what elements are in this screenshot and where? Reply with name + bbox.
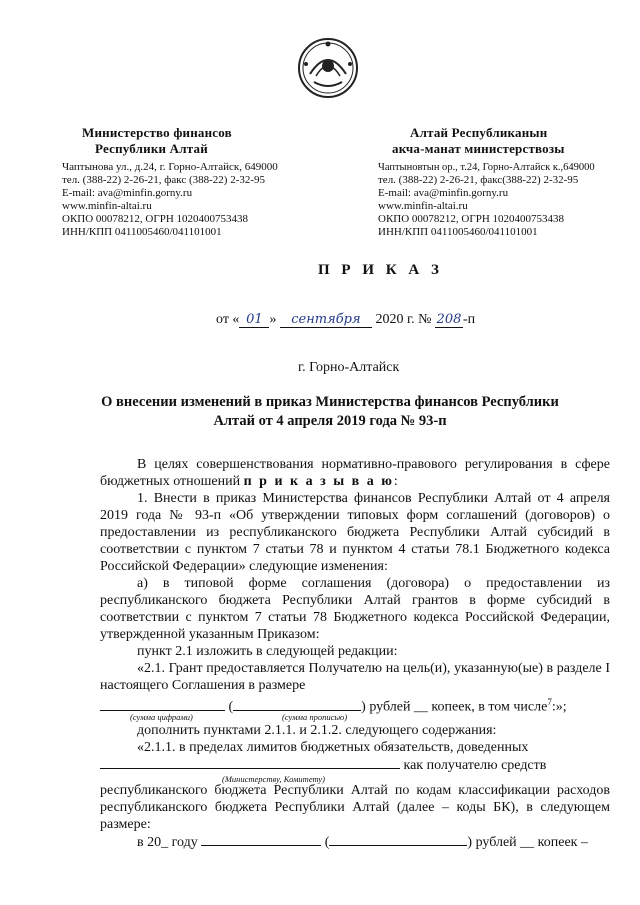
year-words-blank xyxy=(329,833,467,846)
paragraph-clause-2-1: пункт 2.1 изложить в следующей редакции: xyxy=(137,644,398,659)
header-right-title-1: Алтай Республиканын xyxy=(410,125,548,140)
paragraph-year-amount: в 20_ году ( ) рублей __ копеек – xyxy=(137,834,588,850)
document-city: г. Горно-Алтайск xyxy=(298,360,400,375)
paragraph-add-clauses: дополнить пунктами 2.1.1. и 2.1.2. следующего содержания: xyxy=(137,722,497,738)
header-left-phone: тел. (388-22) 2-26-21, факс (388-22) 2-32-95 xyxy=(62,174,266,186)
document-type: П Р И К А З xyxy=(318,262,443,278)
header-right-inn: ИНН/КПП 0411005460/041101001 xyxy=(378,226,538,238)
date-month: сентября xyxy=(280,312,372,328)
year-amount-tail: ) рублей __ копеек – xyxy=(467,834,588,850)
header-right-web: www.minfin-altai.ru xyxy=(378,200,468,212)
date-day: 01 xyxy=(239,312,269,328)
document-number: 208 xyxy=(436,312,462,327)
paragraph-grant-amount: ( ) рублей __ копеек, в том числе$^7$:»; (сумма цифрами) (сумма прописью) xyxy=(100,694,610,722)
document-body xyxy=(100,456,610,851)
header-right-address: Чаптыновтын ор., т.24, Горно-Алтайск к.,649000 xyxy=(378,162,595,173)
paragraph-a: а) в типовой форме соглашения (договора) о предоставлении из республиканского бюджета Республики Алтай грантов в форме субсидий в соответствии с пунктом 7 статьи 78 Бюджетного кодекса Российской Федерации, утвержденной указанным Приказом: xyxy=(100,576,610,642)
paragraph-clause-2-1-1: «2.1.1. в пределах лимитов бюджетных обязательств, доведенных xyxy=(137,739,529,755)
paragraph-ministry-line xyxy=(100,756,610,782)
intro-text: В целях совершенствования нормативно-правового регулирования в сфере бюджетных отношений xyxy=(100,457,610,489)
header-right-phone: тел. (388-22) 2-26-21, факс(388-22) 2-32-95 xyxy=(378,174,579,186)
number-suffix: -п xyxy=(462,312,476,327)
document-title xyxy=(40,393,620,431)
paragraph-budget-codes: республиканского бюджета Республики Алтай по кодам классификации расходов республиканского бюджета Республики Алтай (далее – коды БК), в следующем размере: xyxy=(100,782,610,832)
caption-digits: (сумма цифрами) xyxy=(130,712,193,722)
grant-amount-text: ) рублей __ копеек, в том числе xyxy=(361,699,548,715)
caption-ministry: (Министерству, Комитету) xyxy=(222,773,326,784)
document-title-line-1: О внесении изменений в приказ Министерства финансов Республики xyxy=(101,394,559,410)
year-amount-blank xyxy=(201,833,321,846)
header-left-address: Чаптынова ул., д.24, г. Горно-Алтайск, 649000 xyxy=(62,161,278,173)
caption-words: (сумма прописью) xyxy=(282,712,348,722)
date-mid: » xyxy=(269,312,277,327)
document-title-line-2: Алтай от 4 апреля 2019 года № 93-п xyxy=(213,413,447,429)
intro-colon: : xyxy=(393,474,398,489)
date-prefix: от « xyxy=(216,312,240,327)
order-word: п р и к а з ы в а ю xyxy=(243,474,394,489)
grant-amount-tail: :»; xyxy=(551,699,567,715)
header-left-okpo: ОКПО 00078212, ОГРН 1020400753438 xyxy=(62,213,249,225)
ministry-blank xyxy=(100,756,400,769)
document-date-line xyxy=(216,312,475,328)
paragraph-1: 1. Внести в приказ Министерства финансов Республики Алтай от 4 апреля 2019 года № 93-п «Об утверждении типовых форм соглашений (договоров) о предоставлении из республиканского бюджета Республики Алтай субсидий в соответствии с пунктом 7 статьи 78 и пунктом 4 статьи 78.1 Бюджетного кодекса Российской Федерации» следующие изменения: xyxy=(100,491,610,574)
header-right-okpo: ОКПО 00078212, ОГРН 1020400753438 xyxy=(378,213,565,225)
footnote-ref: 7 xyxy=(547,697,552,707)
header-right-email: E-mail: ava@minfin.gorny.ru xyxy=(378,187,509,199)
header-right-title-2: акча-манат министерствозы xyxy=(392,141,565,156)
paragraph-intro xyxy=(100,456,610,490)
date-year: 2020 г. № xyxy=(375,312,432,327)
header-left-email: E-mail: ava@minfin.gorny.ru xyxy=(62,187,193,199)
header-left-web: www.minfin-altai.ru xyxy=(62,200,152,212)
coat-of-arms-icon xyxy=(296,36,360,100)
paragraph-grant: «2.1. Грант предоставляется Получателю на цель(и), указанную(ые) в разделе I настоящего Соглашения в размере xyxy=(100,661,610,693)
header-left-inn: ИНН/КПП 0411005460/041101001 xyxy=(62,226,222,238)
header-left-title-2: Республики Алтай xyxy=(95,141,208,156)
year-text: в 20_ году xyxy=(137,834,198,850)
recipient-text: как получателю средств xyxy=(403,757,547,773)
header-left-title-1: Министерство финансов xyxy=(82,125,232,140)
